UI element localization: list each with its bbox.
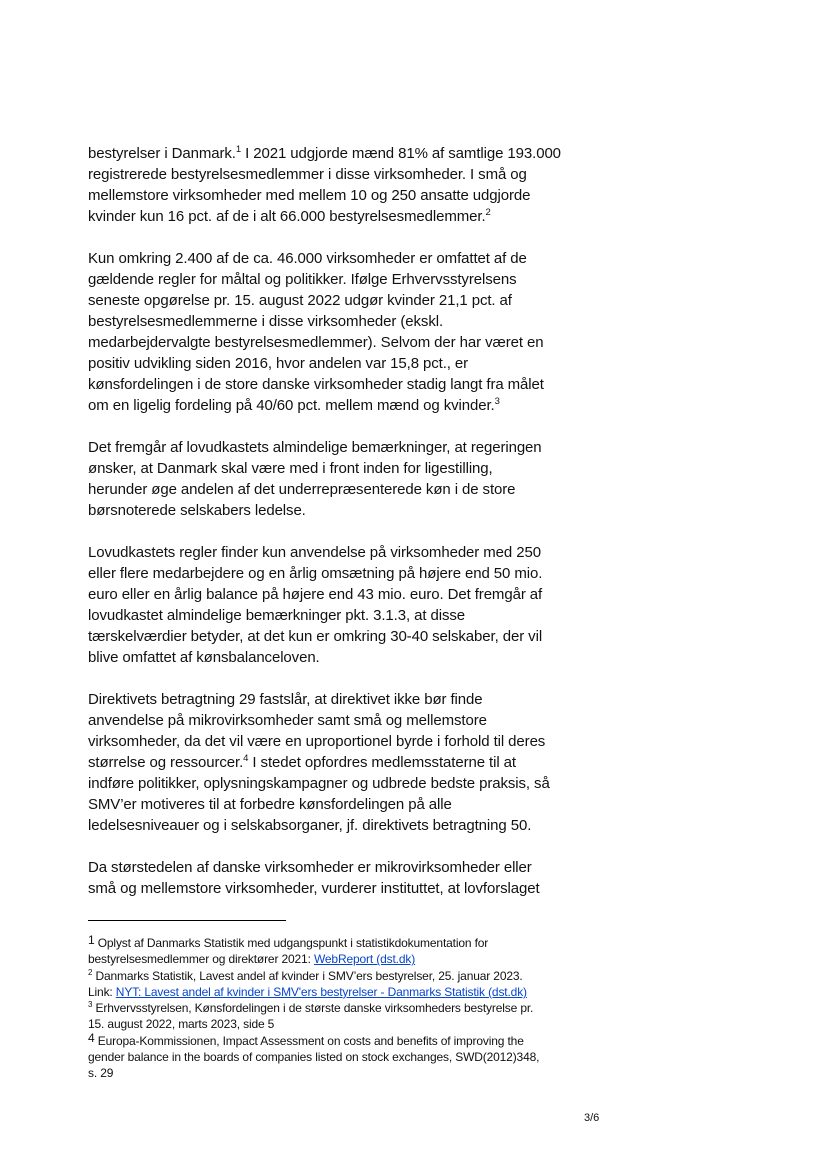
text-line xyxy=(88,731,588,752)
footnote-4 xyxy=(88,1030,588,1082)
text-segment: kvinder kun 16 pct. af de i alt 66.000 bestyrelsesmedlemmer. xyxy=(88,208,486,225)
text-line xyxy=(88,542,588,563)
text-line xyxy=(88,626,588,647)
text-segment: virksomheder, da det vil være en uproportionel byrde i forhold til deres xyxy=(88,733,546,750)
footnote-marker: 3 xyxy=(88,1000,93,1010)
footnote-text: Oplyst af Danmarks Statistik med udgangspunkt i statistikdokumentation for xyxy=(94,936,489,950)
text-segment: registrerede bestyrelsesmedlemmer i disse virksomheder. I små og xyxy=(88,166,527,183)
text-line xyxy=(88,857,588,878)
text-line xyxy=(88,584,588,605)
text-line xyxy=(88,878,588,899)
footnote-reference: 2 xyxy=(485,207,491,218)
paragraph xyxy=(88,143,588,227)
text-segment: mellemstore virksomheder med mellem 10 og 250 ansatte udgjorde xyxy=(88,187,531,204)
paragraph xyxy=(88,689,588,836)
text-line xyxy=(88,374,588,395)
text-line xyxy=(88,185,588,206)
text-line xyxy=(88,647,588,668)
text-segment: I 2021 udgjorde mænd 81% af samtlige 193.000 xyxy=(241,145,561,162)
text-line xyxy=(88,164,588,185)
text-line xyxy=(88,332,588,353)
text-line xyxy=(88,752,588,773)
footnote-marker: 2 xyxy=(88,967,93,977)
text-segment: positiv udvikling siden 2016, hvor andelen var 15,8 pct., er xyxy=(88,355,469,372)
text-line xyxy=(88,815,588,836)
text-segment: ønsker, at Danmark skal være med i front inden for ligestilling, xyxy=(88,460,493,477)
footnote-text: Erhvervsstyrelsen, Kønsfordelingen i de største danske virksomheders bestyrelse pr. xyxy=(92,1001,534,1016)
text-segment: gældende regler for måltal og politikker. Ifølge Erhvervsstyrelsens xyxy=(88,271,517,288)
text-segment: I stedet opfordres medlemsstaterne til at xyxy=(248,754,516,771)
footnote-reference: 3 xyxy=(494,396,500,407)
text-segment: SMV’er motiveres til at forbedre kønsfordelingen på alle xyxy=(88,796,452,813)
footnote-link[interactable]: NYT: Lavest andel af kvinder i SMV'ers bestyrelser - Danmarks Statistik (dst.dk) xyxy=(115,984,527,999)
text-line xyxy=(88,248,588,269)
text-line xyxy=(88,605,588,626)
text-line xyxy=(88,479,588,500)
footnote-text: Danmarks Statistik, Lavest andel af kvinder i SMV’ers bestyrelser, 25. januar 2023. xyxy=(92,968,523,983)
text-line xyxy=(88,794,588,815)
text-line xyxy=(88,500,588,521)
text-line xyxy=(88,353,588,374)
text-line xyxy=(88,269,588,290)
footnotes xyxy=(88,935,588,1082)
text-segment: kønsfordelingen i de store danske virksomheder stadig langt fra målet xyxy=(88,376,544,393)
footnote-text: gender balance in the boards of companies listed on stock exchanges, SWD(2012)348, xyxy=(88,1050,540,1065)
paragraph xyxy=(88,437,588,521)
paragraph xyxy=(88,248,588,416)
body-text xyxy=(88,143,588,920)
footnote-text: 15. august 2022, marts 2023, side 5 xyxy=(88,1017,275,1032)
text-line xyxy=(88,689,588,710)
text-line xyxy=(88,311,588,332)
footnote-text: Europa-Kommissionen, Impact Assessment on costs and benefits of improving the xyxy=(94,1033,524,1048)
footnote-3 xyxy=(88,1000,588,1033)
text-segment: børsnoterede selskabers ledelse. xyxy=(88,502,306,519)
footnote-reference: 1 xyxy=(235,144,242,155)
text-line xyxy=(88,563,588,584)
text-line xyxy=(88,710,588,731)
footnote-marker: 1 xyxy=(88,933,95,947)
text-segment: eller flere medarbejdere og en årlig omsætning på højere end 50 mio. xyxy=(88,565,543,582)
text-segment: Kun omkring 2.400 af de ca. 46.000 virksomheder er omfattet af de xyxy=(88,250,527,267)
text-segment: seneste opgørelse pr. 15. august 2022 udgør kvinder 21,1 pct. af xyxy=(88,292,512,309)
text-line xyxy=(88,143,588,164)
paragraph xyxy=(88,542,588,668)
text-segment: bestyrelser i Danmark. xyxy=(88,145,236,162)
text-segment: medarbejdervalgte bestyrelsesmedlemmer). Selvom der har været en xyxy=(88,334,544,351)
text-segment: Det fremgår af lovudkastets almindelige bemærkninger, at regeringen xyxy=(88,439,542,456)
footnote-marker: 4 xyxy=(88,1030,95,1045)
text-segment: ledelsesniveauer og i selskabsorganer, jf. direktivets betragtning 50. xyxy=(88,817,532,834)
text-segment: lovudkastet almindelige bemærkninger pkt. 3.1.3, at disse xyxy=(88,607,466,624)
text-segment: Direktivets betragtning 29 fastslår, at direktivet ikke bør finde xyxy=(88,691,483,708)
text-segment: om en ligelig fordeling på 40/60 pct. mellem mænd og kvinder. xyxy=(88,397,495,414)
text-segment: Da størstedelen af danske virksomheder er mikrovirksomheder eller xyxy=(88,859,532,876)
text-segment: anvendelse på mikrovirksomheder samt små og mellemstore xyxy=(88,712,487,729)
text-segment: størrelse og ressourcer. xyxy=(88,754,244,771)
page-number: 3/6 xyxy=(584,1112,600,1124)
footnote-text: Link: xyxy=(88,984,116,999)
text-segment: indføre politikker, oplysningskampagner og udbrede bedste praksis, så xyxy=(88,775,550,792)
text-segment: små og mellemstore virksomheder, vurderer instituttet, at lovforslaget xyxy=(88,880,540,897)
text-segment: bestyrelsesmedlemmerne i disse virksomheder (ekskl. xyxy=(88,313,444,330)
text-segment: tærskelværdier betyder, at det kun er omkring 30-40 selskaber, der vil xyxy=(88,628,543,645)
footnote-2 xyxy=(88,968,588,1001)
footnote-text: bestyrelsesmedlemmer og direktører 2021: xyxy=(88,952,314,967)
footnote-1 xyxy=(88,935,588,968)
footnote-link[interactable]: WebReport (dst.dk) xyxy=(313,952,416,967)
text-segment: blive omfattet af kønsbalanceloven. xyxy=(88,649,320,666)
text-line xyxy=(88,773,588,794)
text-line xyxy=(88,395,588,416)
footnote-text: s. 29 xyxy=(88,1066,114,1081)
text-segment: euro eller en årlig balance på højere end 43 mio. euro. Det fremgår af xyxy=(88,586,543,603)
footnote-divider xyxy=(88,920,286,921)
text-line xyxy=(88,458,588,479)
paragraph xyxy=(88,857,588,899)
text-segment: herunder øge andelen af det underrepræsenterede køn i de store xyxy=(88,481,516,498)
text-line xyxy=(88,437,588,458)
footnote-reference: 4 xyxy=(243,753,249,764)
text-line xyxy=(88,206,588,227)
text-segment: Lovudkastets regler finder kun anvendelse på virksomheder med 250 xyxy=(88,544,541,561)
text-line xyxy=(88,290,588,311)
